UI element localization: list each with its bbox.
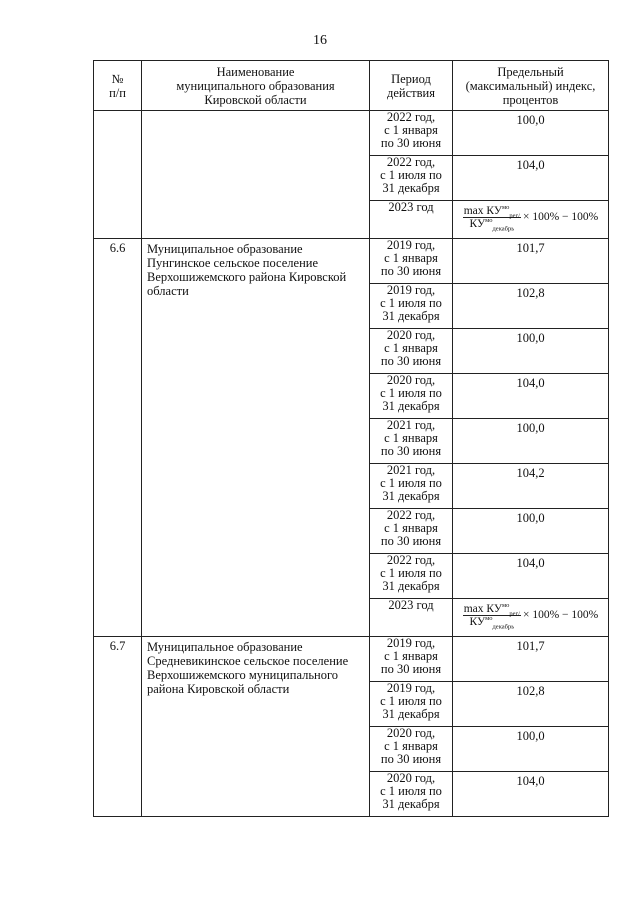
index-cell: 102,8	[453, 682, 609, 727]
formula-numerator: max КУ	[463, 603, 502, 615]
index-cell: 104,2	[453, 464, 609, 509]
table-header-row	[94, 61, 609, 111]
formula-sub-top: рег/	[509, 212, 520, 220]
municipality-name: Муниципальное образование Пунгинское сельское поселение Верхошижемского района Кировской области	[142, 239, 370, 637]
index-cell: 100,0	[453, 509, 609, 554]
row-number: 6.7	[94, 637, 142, 817]
index-formula	[453, 602, 608, 631]
index-cell	[453, 201, 609, 239]
index-cell: 104,0	[453, 156, 609, 201]
period-cell: 2021 год, с 1 января по 30 июня	[370, 419, 453, 464]
index-cell: 100,0	[453, 419, 609, 464]
index-cell: 102,8	[453, 284, 609, 329]
index-cell: 100,0	[453, 329, 609, 374]
formula-rest: × 100% − 100%	[522, 211, 599, 223]
header-name: Наименование муниципального образования Кировской области	[142, 61, 370, 111]
period-cell: 2020 год, с 1 июля по 31 декабря	[370, 374, 453, 419]
period-cell: 2023 год	[370, 599, 453, 637]
formula-denominator: КУ	[469, 616, 486, 628]
index-cell: 104,0	[453, 772, 609, 817]
municipality-name	[142, 111, 370, 239]
table-row	[94, 637, 609, 682]
tariff-index-table	[93, 60, 609, 817]
period-cell: 2022 год, с 1 июля по 31 декабря	[370, 156, 453, 201]
formula-sub-top: рег/	[509, 610, 520, 618]
period-cell: 2022 год, с 1 июля по 31 декабря	[370, 554, 453, 599]
index-cell: 101,7	[453, 637, 609, 682]
header-num: № п/п	[94, 61, 142, 111]
header-period: Период действия	[370, 61, 453, 111]
period-cell: 2022 год, с 1 января по 30 июня	[370, 111, 453, 156]
period-cell: 2020 год, с 1 января по 30 июня	[370, 329, 453, 374]
index-cell: 104,0	[453, 374, 609, 419]
formula-rest: × 100% − 100%	[522, 609, 599, 621]
period-cell: 2019 год, с 1 июля по 31 декабря	[370, 682, 453, 727]
header-index: Предельный (максимальный) индекс, процентов	[453, 61, 609, 111]
index-cell: 100,0	[453, 727, 609, 772]
formula-denominator: КУ	[469, 218, 486, 230]
table-body	[94, 111, 609, 817]
table-row	[94, 239, 609, 284]
period-cell: 2023 год	[370, 201, 453, 239]
formula-fraction	[463, 602, 521, 631]
table-row	[94, 111, 609, 156]
period-cell: 2019 год, с 1 июля по 31 декабря	[370, 284, 453, 329]
period-cell: 2019 год, с 1 января по 30 июня	[370, 239, 453, 284]
index-cell: 100,0	[453, 111, 609, 156]
row-number: 6.6	[94, 239, 142, 637]
index-cell	[453, 599, 609, 637]
index-cell: 104,0	[453, 554, 609, 599]
period-cell: 2020 год, с 1 января по 30 июня	[370, 727, 453, 772]
row-number	[94, 111, 142, 239]
index-cell: 101,7	[453, 239, 609, 284]
formula-sup: мо	[502, 204, 510, 212]
period-cell: 2022 год, с 1 января по 30 июня	[370, 509, 453, 554]
period-cell: 2019 год, с 1 января по 30 июня	[370, 637, 453, 682]
formula-sup: мо	[502, 602, 510, 610]
period-cell: 2020 год, с 1 июля по 31 декабря	[370, 772, 453, 817]
formula-fraction	[463, 204, 521, 233]
formula-sub-bottom: декабрь	[492, 623, 515, 631]
page-number: 16	[313, 33, 327, 48]
period-cell: 2021 год, с 1 июля по 31 декабря	[370, 464, 453, 509]
formula-sub-bottom: декабрь	[492, 225, 515, 233]
formula-sup-bottom: мо	[485, 217, 493, 225]
formula-numerator: max КУ	[463, 205, 502, 217]
formula-sup-bottom: мо	[485, 615, 493, 623]
index-formula	[453, 204, 608, 233]
municipality-name: Муниципальное образование Средневикинское сельское поселение Верхошижемского муниципального района Кировской области	[142, 637, 370, 817]
